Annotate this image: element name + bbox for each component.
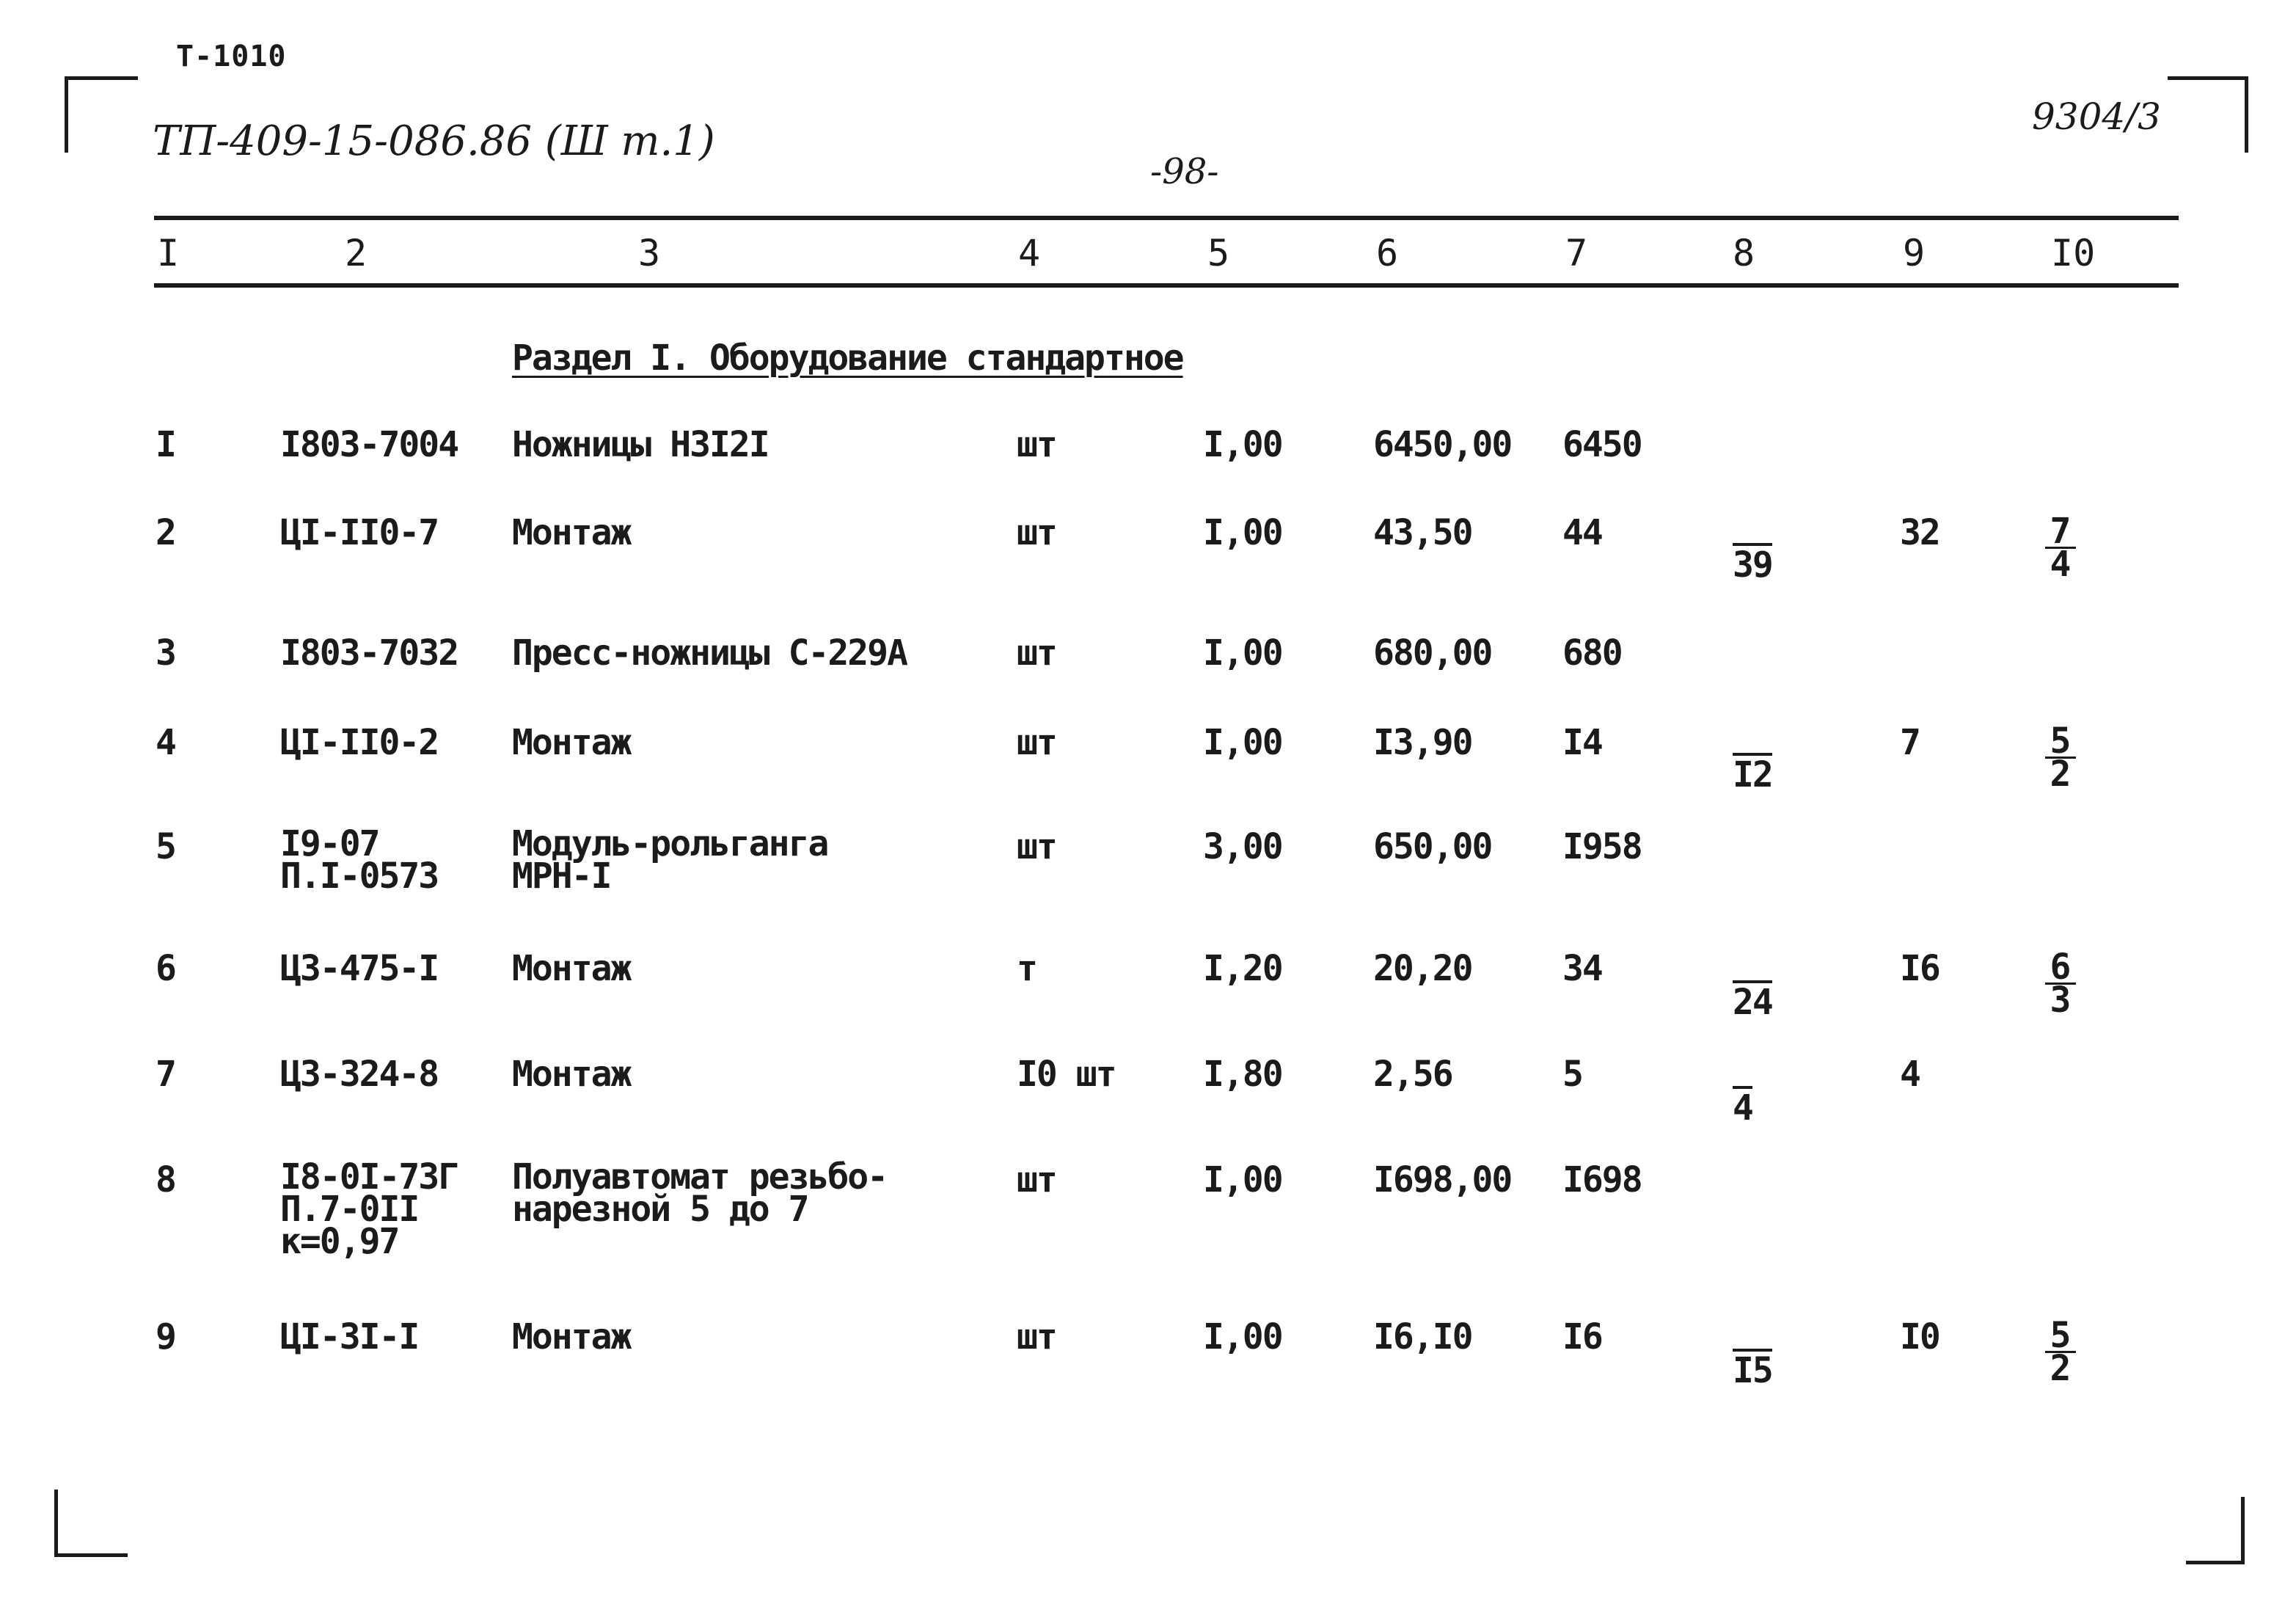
item-name: Полуавтомат резьбо- нарезной 5 до 7 xyxy=(512,1156,888,1230)
frame-corner-bottom-left-h xyxy=(54,1553,128,1557)
item-name: Пресс-ножницы С-229А xyxy=(512,633,907,674)
fraction-numerator: 6 xyxy=(2050,947,2072,988)
item-total: 5 xyxy=(1562,1054,1582,1095)
row-number: 7 xyxy=(156,1054,175,1095)
row-number: 6 xyxy=(156,948,175,989)
item-unit: шт xyxy=(1017,722,1056,763)
item-unit: шт xyxy=(1017,826,1056,867)
column-header: 9 xyxy=(1903,232,1926,274)
item-code: ЦI-II0-7 xyxy=(280,512,439,553)
item-unit-price: 20,20 xyxy=(1373,948,1472,989)
frame-corner-bottom-left-v xyxy=(54,1490,58,1557)
col8-value: I2 xyxy=(1733,754,1772,795)
item-code: I9-07 П.I-0573 xyxy=(280,823,439,897)
column-header: 5 xyxy=(1207,232,1230,274)
item-unit-price: 650,00 xyxy=(1373,826,1492,867)
item-total: 34 xyxy=(1562,948,1602,989)
item-unit: шт xyxy=(1017,1316,1056,1357)
column-header: I0 xyxy=(2051,232,2096,274)
row-number: 9 xyxy=(156,1316,175,1357)
fraction-denominator: 2 xyxy=(2050,1348,2072,1389)
fraction-denominator: 3 xyxy=(2050,980,2072,1021)
col9-value: I6 xyxy=(1900,948,1939,989)
item-name: Монтаж xyxy=(512,722,631,763)
col8-value: 39 xyxy=(1733,544,1772,586)
item-unit-price: I698,00 xyxy=(1373,1159,1512,1200)
item-unit-price: 680,00 xyxy=(1373,633,1492,674)
row-number: 5 xyxy=(156,826,175,867)
item-total: 6450 xyxy=(1562,424,1642,465)
column-header: 7 xyxy=(1565,232,1588,274)
col10-fraction xyxy=(2042,947,2079,1021)
frame-corner-top-left-v xyxy=(65,76,68,153)
item-unit: шт xyxy=(1017,633,1056,674)
item-code: ЦЗ-475-I xyxy=(280,948,439,989)
col9-value: 32 xyxy=(1900,512,1939,553)
item-code: I803-7032 xyxy=(280,633,458,674)
frame-corner-top-right-h xyxy=(2168,76,2248,80)
column-header: 2 xyxy=(345,232,368,274)
item-name: Монтаж xyxy=(512,1316,631,1357)
item-name: Монтаж xyxy=(512,1054,631,1095)
item-total: I6 xyxy=(1562,1316,1602,1357)
col10-fraction xyxy=(2042,721,2079,795)
item-unit: шт xyxy=(1017,512,1056,553)
item-quantity: I,00 xyxy=(1203,424,1282,465)
item-code: ЦЗ-324-8 xyxy=(280,1054,439,1095)
project-reference: ТП-409-15-086.86 (Ш т.1) xyxy=(153,117,715,165)
fraction-numerator: 5 xyxy=(2050,1315,2072,1356)
item-unit: шт xyxy=(1017,1159,1056,1200)
item-code: I8-0I-73Г П.7-0II к=0,97 xyxy=(280,1156,458,1262)
section-title: Раздел I. Оборудование стандартное xyxy=(512,338,1183,379)
col10-fraction xyxy=(2042,511,2079,585)
item-name: Монтаж xyxy=(512,948,631,989)
item-quantity: I,20 xyxy=(1203,948,1282,989)
item-unit-price: 2,56 xyxy=(1373,1054,1452,1095)
item-quantity: I,00 xyxy=(1203,633,1282,674)
item-quantity: I,00 xyxy=(1203,1316,1282,1357)
item-code: I803-7004 xyxy=(280,424,458,465)
item-code: ЦI-II0-2 xyxy=(280,722,439,763)
column-header: 6 xyxy=(1376,232,1399,274)
item-quantity: I,00 xyxy=(1203,512,1282,553)
item-code: ЦI-3I-I xyxy=(280,1316,419,1357)
table-top-rule xyxy=(154,216,2179,220)
item-total: I958 xyxy=(1562,826,1642,867)
col9-value: I0 xyxy=(1900,1316,1939,1357)
row-number: 2 xyxy=(156,512,175,553)
item-total: 44 xyxy=(1562,512,1602,553)
column-header: 4 xyxy=(1018,232,1041,274)
item-unit-price: 43,50 xyxy=(1373,512,1472,553)
page-number: -98- xyxy=(1150,151,1219,192)
item-total: I4 xyxy=(1562,722,1602,763)
col8-value: I5 xyxy=(1733,1350,1772,1391)
item-total: 680 xyxy=(1562,633,1622,674)
archive-number: 9304/3 xyxy=(2032,95,2161,138)
item-total: I698 xyxy=(1562,1159,1642,1200)
item-name: Модуль-рольганга МРН-I xyxy=(512,823,828,897)
item-unit-price: 6450,00 xyxy=(1373,424,1512,465)
item-quantity: I,80 xyxy=(1203,1054,1282,1095)
col9-value: 7 xyxy=(1900,722,1920,763)
item-unit: I0 шт xyxy=(1017,1054,1116,1095)
frame-corner-bottom-right-h xyxy=(2186,1561,2245,1564)
fraction-numerator: 7 xyxy=(2050,511,2072,552)
column-header: 8 xyxy=(1733,232,1755,274)
frame-corner-top-left-h xyxy=(65,76,138,80)
col8-value: 24 xyxy=(1733,982,1772,1023)
column-header: I xyxy=(157,232,180,274)
item-unit-price: I6,I0 xyxy=(1373,1316,1472,1357)
row-number: 8 xyxy=(156,1159,175,1200)
row-number: 3 xyxy=(156,633,175,674)
doc-code: Т-1010 xyxy=(176,40,287,73)
item-unit: т xyxy=(1017,948,1037,989)
item-unit-price: I3,90 xyxy=(1373,722,1472,763)
row-number: I xyxy=(156,424,175,465)
column-header: 3 xyxy=(638,232,661,274)
fraction-denominator: 4 xyxy=(2050,544,2072,585)
table-header-bottom-rule xyxy=(154,283,2179,288)
item-quantity: I,00 xyxy=(1203,722,1282,763)
col8-value: 4 xyxy=(1733,1087,1752,1129)
item-quantity: 3,00 xyxy=(1203,826,1282,867)
item-name: Ножницы НЗI2I xyxy=(512,424,769,465)
fraction-numerator: 5 xyxy=(2050,721,2072,762)
col10-fraction xyxy=(2042,1315,2079,1389)
frame-corner-top-right-v xyxy=(2245,76,2248,153)
item-name: Монтаж xyxy=(512,512,631,553)
row-number: 4 xyxy=(156,722,175,763)
fraction-denominator: 2 xyxy=(2050,754,2072,795)
item-unit: шт xyxy=(1017,424,1056,465)
col9-value: 4 xyxy=(1900,1054,1920,1095)
frame-corner-bottom-right-v xyxy=(2241,1497,2245,1564)
item-quantity: I,00 xyxy=(1203,1159,1282,1200)
